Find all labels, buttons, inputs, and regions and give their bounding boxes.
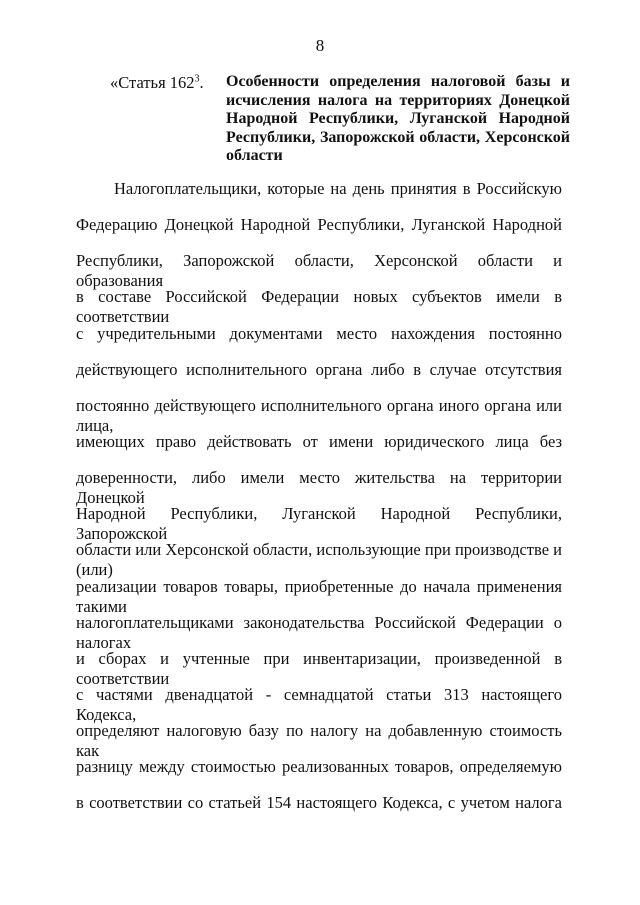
article-title-line: Особенности определения налоговой базы и: [226, 73, 570, 90]
body-paragraph: [76, 179, 562, 830]
article-title-line: Республики, Запорожской области, Херсонской: [226, 128, 570, 146]
body-line: Налогоплательщики, которые на день принятия в Российскую: [114, 179, 562, 198]
body-line: разницу между стоимостью реализованных товаров, определяемую: [76, 757, 562, 777]
article-number-superscript: 3: [194, 73, 200, 85]
article-title-line: исчисления налога на территориях Донецкой: [226, 91, 570, 109]
body-line: с учредительными документами место нахождения постоянно: [76, 323, 562, 343]
body-line: в соответствии со статьей 154 настоящего Кодекса, с учетом налога: [76, 793, 562, 813]
body-line: налогоплательщиками законодательства Российской Федерации о налогах: [76, 612, 562, 652]
body-line: определяют налоговую базу по налогу на добавленную стоимость как: [76, 721, 562, 761]
body-line: и сборах и учтенные при инвентаризации, произведенной в соответствии: [76, 648, 562, 688]
body-line: в составе Российской Федерации новых субъектов имели в соответствии: [76, 287, 562, 327]
article-label-prefix: «Статья 162: [110, 73, 195, 92]
body-line: Республики, Запорожской области, Херсонской области и образования: [76, 251, 562, 291]
body-line: реализации товаров товары, приобретенные до начала применения такими: [76, 576, 562, 616]
body-line: Федерацию Донецкой Народной Республики, Луганской Народной: [76, 215, 562, 235]
body-line: области или Херсонской области, использующие при производстве и (или): [76, 540, 562, 580]
body-line: постоянно действующего исполнительного органа иного органа или лица,: [76, 395, 562, 435]
article-label: [110, 73, 204, 93]
body-line: Народной Республики, Луганской Народной Республики, Запорожской: [76, 504, 562, 544]
page-number: 8: [315, 36, 325, 55]
body-line: доверенности, либо имели место жительства на территории Донецкой: [76, 468, 562, 508]
article-label-suffix: .: [199, 73, 204, 92]
body-line: действующего исполнительного органа либо в случае отсутствия: [76, 359, 562, 379]
article-title-line: области: [226, 147, 283, 164]
article-title-line: Народной Республики, Луганской Народной: [226, 110, 570, 127]
body-line: имеющих право действовать от имени юридического лица без: [76, 431, 562, 451]
article-title: [226, 73, 570, 166]
body-line: с частями двенадцатой - семнадцатой статьи 313 настоящего Кодекса,: [76, 684, 562, 724]
